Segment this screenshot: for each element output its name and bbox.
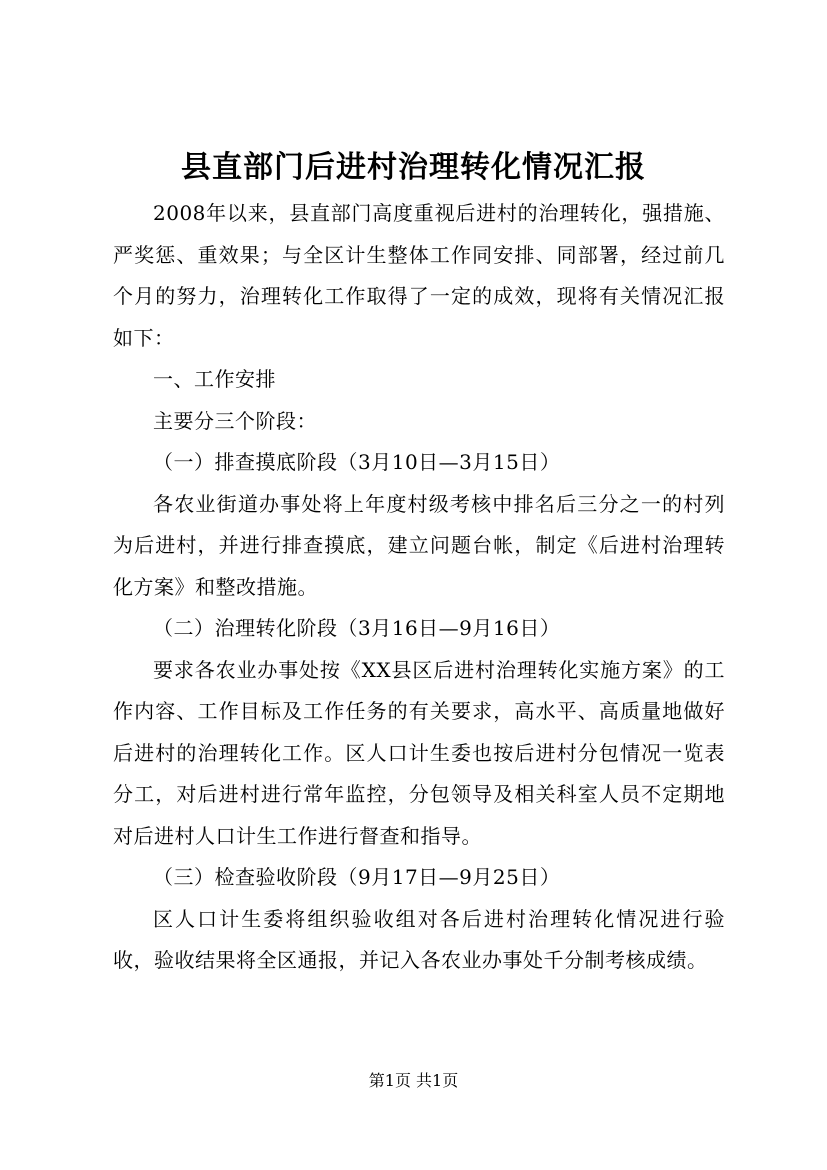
document-body — [113, 193, 725, 982]
paragraph-intro: 2008年以来，县直部门高度重视后进村的治理转化，强措施、严奖惩、重效果；与全区计生整体工作同安排、同部署，经过前几个月的努力，治理转化工作取得了一定的成效，现将有关情况汇报如下： — [113, 201, 725, 350]
heading-stage-1: （一）排查摸底阶段（3月10日—3月15日） — [153, 450, 561, 474]
paragraph-stage-3: 区人口计生委将组织验收组对各后进村治理转化情况进行验收，验收结果将全区通报，并记入各农业办事处千分制考核成绩。 — [113, 906, 725, 972]
paragraph-stage-1: 各农业街道办事处将上年度村级考核中排名后三分之一的村列为后进村，并进行排查摸底，建立问题台帐，制定《后进村治理转化方案》和整改措施。 — [113, 491, 725, 599]
paragraph-three-stages: 主要分三个阶段： — [153, 408, 317, 433]
paragraph-stage-2: 要求各农业办事处按《XX县区后进村治理转化实施方案》的工作内容、工作目标及工作任务的有关要求，高水平、高质量地做好后进村的治理转化工作。区人口计生委也按后进村分包情况一览表分工，对后进村进行常年监控，分包领导及相关科室人员不定期地对后进村人口计生工作进行督查和指导。 — [113, 657, 725, 848]
document-title: 县直部门后进村治理转化情况汇报 — [181, 150, 646, 185]
heading-stage-2: （二）治理转化阶段（3月16日—9月16日） — [153, 616, 561, 640]
page-footer: 第1页 共1页 — [368, 1071, 459, 1090]
heading-work-arrangement: 一、工作安排 — [153, 367, 276, 391]
heading-stage-3: （三）检查验收阶段（9月17日—9月25日） — [153, 865, 561, 889]
